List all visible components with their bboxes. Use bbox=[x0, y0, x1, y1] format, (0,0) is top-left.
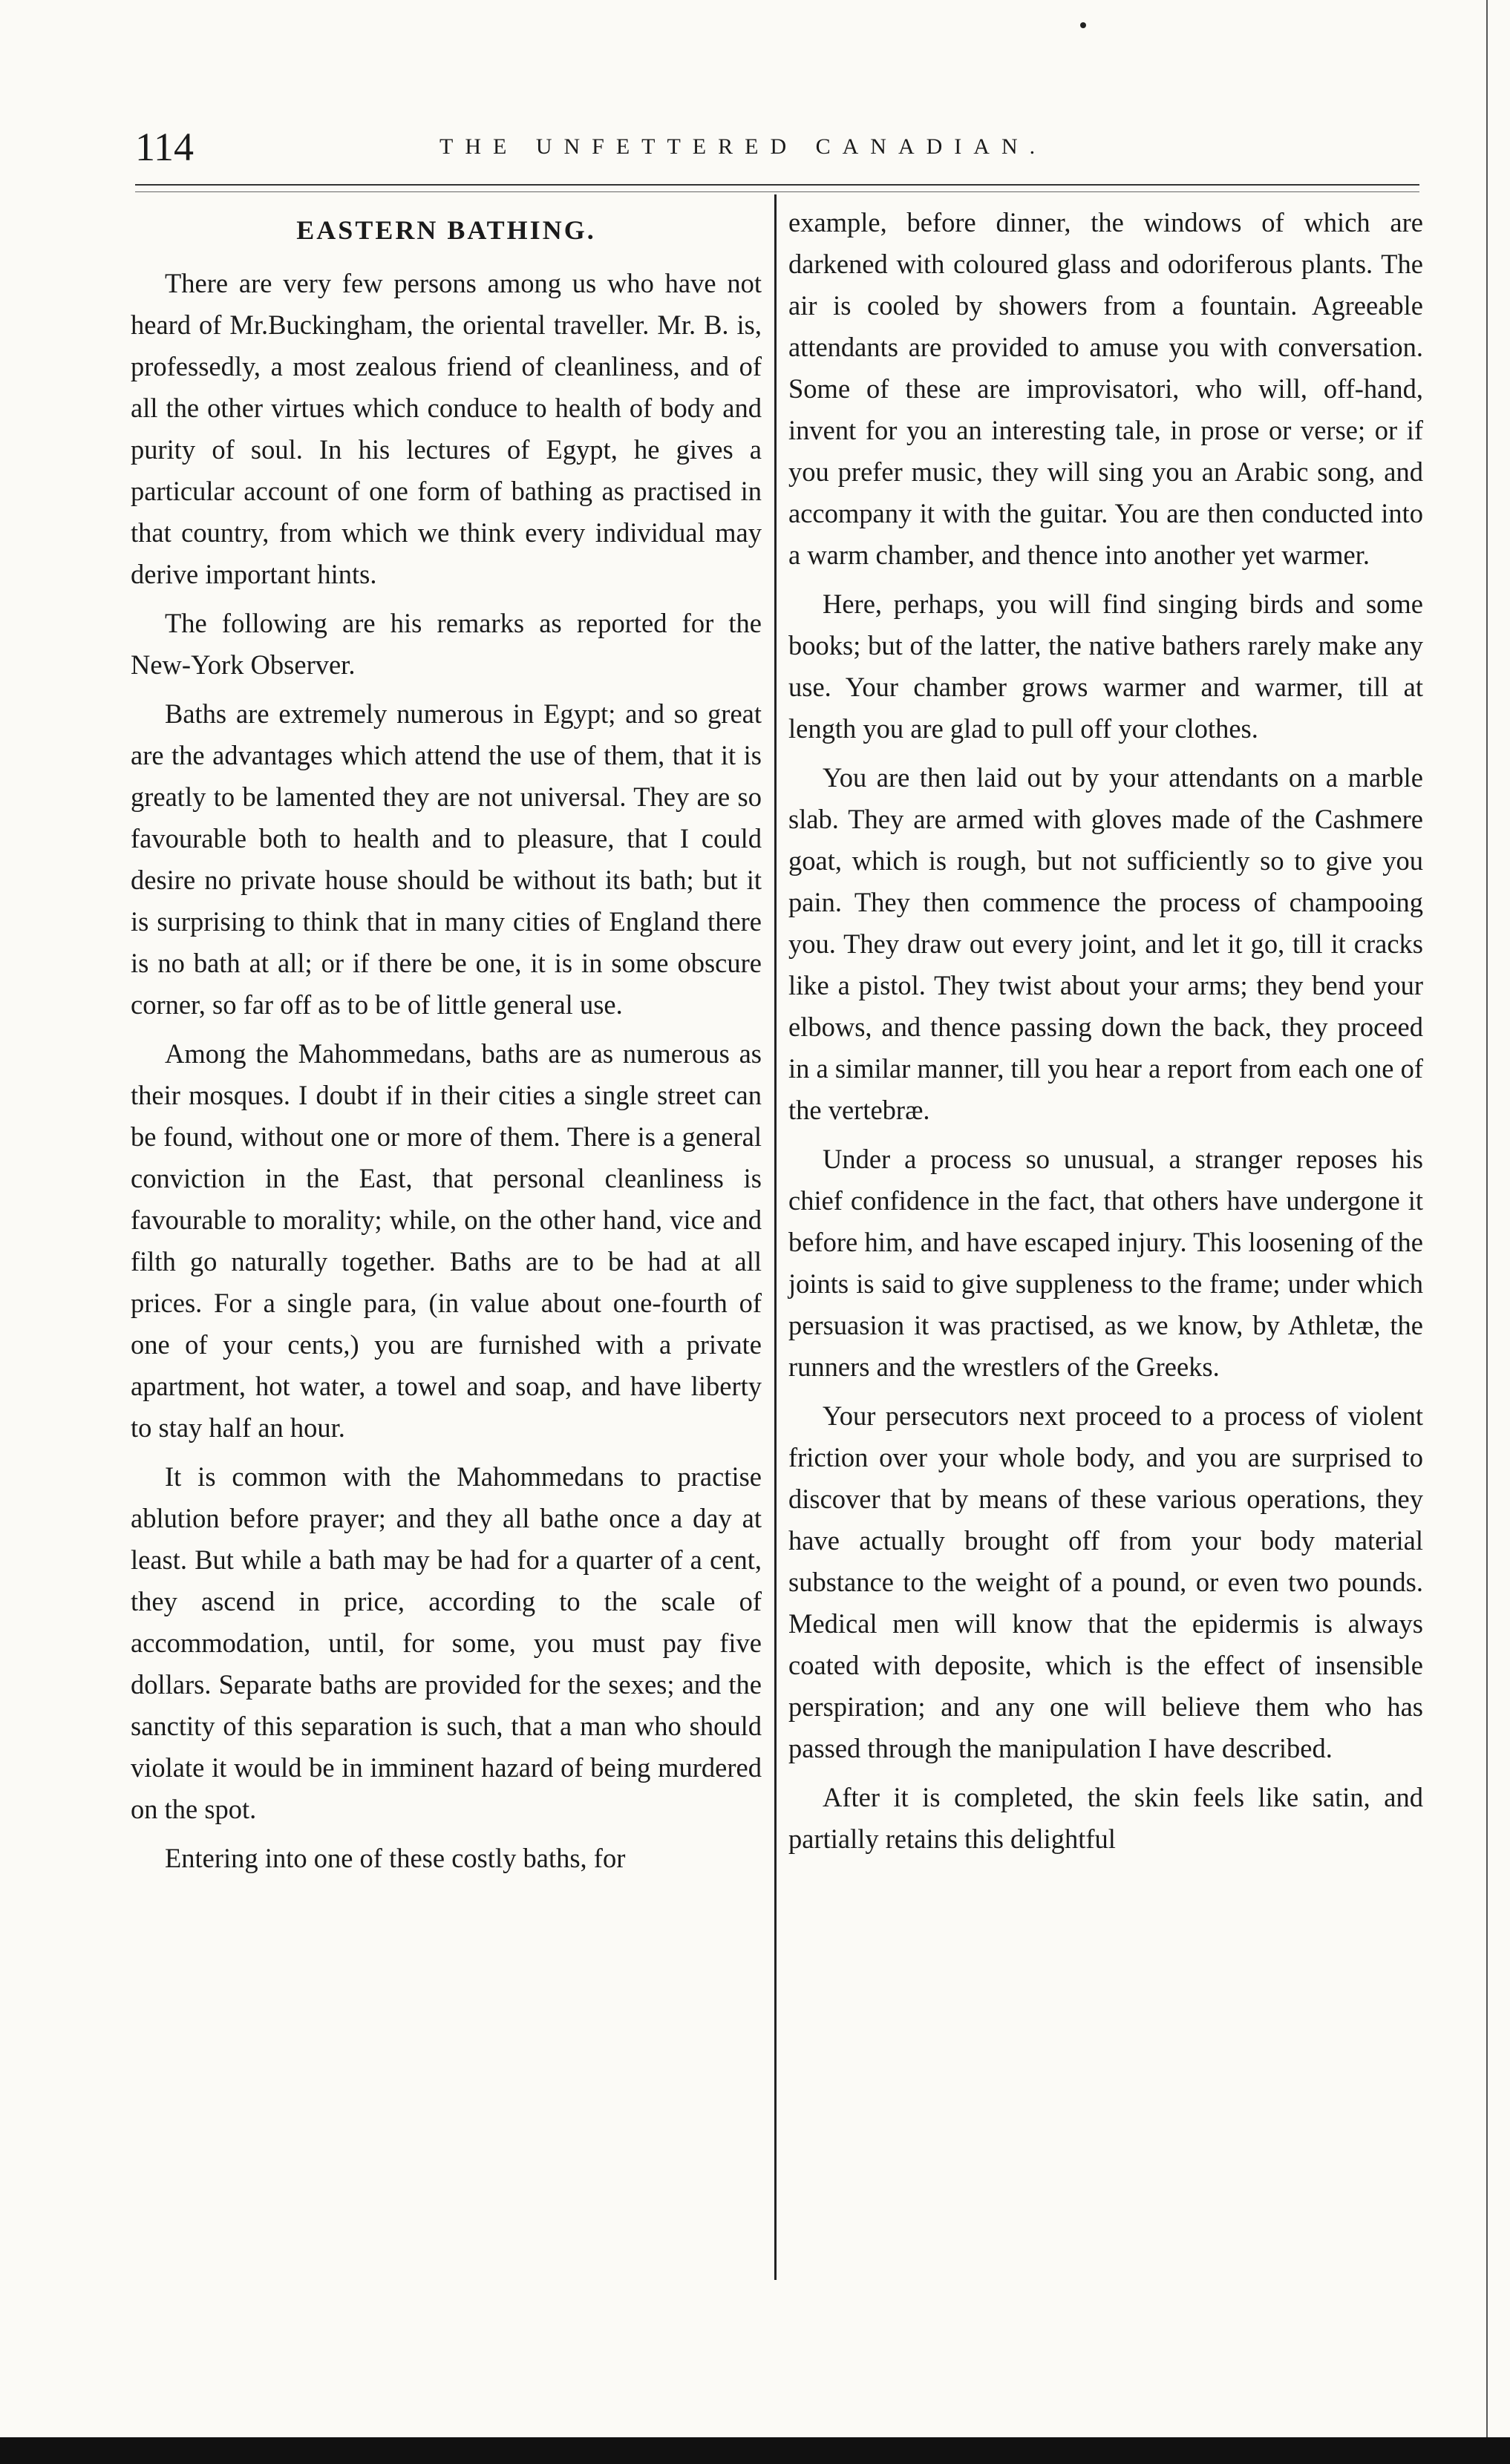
column-divider bbox=[774, 194, 777, 2280]
paragraph: Under a process so unusual, a stranger reposes his chief confidence in the fact, that others have undergone it before him, and have escaped injury. This loosening of the joints is said to give suppleness to the frame; under which persuasion it was practised, as we know, by Athletæ, the runners and the wrestlers of the Greeks. bbox=[788, 1144, 1423, 1382]
paragraph: Baths are extremely numerous in Egypt; and so great are the advantages which attend the use of them, that it is greatly to be lamented they are not universal. They are so favourable both to health and to pleasure, that I could desire no private house should be without its bath; but it is surprising to think that in many cities of England there is no bath at all; or if there be one, it is in some obscure corner, so far off as to be of little general use. bbox=[131, 698, 762, 1020]
page-number: 114 bbox=[135, 125, 194, 169]
paragraph: It is common with the Mahommedans to practise ablution before prayer; and they all bathe once a day at least. But while a bath may be had for a quarter of a cent, they ascend in price, according to the scale of accommodation, until, for some, you must pay five dollars. Separate baths are provided for the sexes; and the sanctity of this separation is such, that a man who should violate it would be in imminent hazard of being murdered on the spot. bbox=[131, 1461, 762, 1824]
paragraph: You are then laid out by your attendants on a marble slab. They are armed with gloves made of the Cashmere goat, which is rough, but not sufficiently so to give you pain. They then commence the process of champooing you. They draw out every joint, and let it go, till it cracks like a pistol. They twist about your arms; they bend your elbows, and thence passing down the back, they proceed in a similar manner, till you hear a report from each one of the vertebræ. bbox=[788, 762, 1423, 1125]
paragraph: example, before dinner, the windows of which are darkened with coloured glass and odoriferous plants. The air is cooled by showers from a fountain. Agreeable attendants are provided to amuse you with conversation. Some of these are improvisatori, who will, off-hand, invent for you an interesting tale, in prose or verse; or if you prefer music, they will sing you an Arabic song, and accompany it with the guitar. You are then conducted into a warm chamber, and thence into another yet warmer. bbox=[788, 207, 1423, 570]
right-column bbox=[788, 202, 1423, 1867]
header-rule bbox=[135, 184, 1419, 186]
paragraph: Here, perhaps, you will find singing birds and some books; but of the latter, the native bathers rarely make any use. Your chamber grows warmer and warmer, till at length you are glad to pull off your clothes. bbox=[788, 589, 1423, 744]
paragraph: Among the Mahommedans, baths are as numerous as their mosques. I doubt if in their cities a single street can be found, without one or more of them. There is a general conviction in the East, that personal cleanliness is favourable to morality; while, on the other hand, vice and filth go naturally together. Baths are to be had at all prices. For a single para, (in value about one-fourth of one of your cents,) you are furnished with a private apartment, hot water, a towel and soap, and have liberty to stay half an hour. bbox=[131, 1038, 762, 1443]
paragraph: Entering into one of these costly baths, for bbox=[165, 1843, 626, 1873]
page-header bbox=[135, 125, 1122, 169]
paragraph: Your persecutors next proceed to a process of violent friction over your whole body, and you are surprised to discover that by means of these various operations, they have actually brought off from your body material substance to the weight of a pound, or even two pounds. Medical men will know that the epidermis is always coated with deposite, which is the effect of insensible perspiration; and any one will believe them who has passed through the manipulation I have described. bbox=[788, 1400, 1423, 1763]
scan-border bbox=[0, 2437, 1510, 2464]
page-edge bbox=[1486, 0, 1510, 2464]
paragraph: There are very few persons among us who have not heard of Mr.Buckingham, the oriental traveller. Mr. B. is, professedly, a most zealous friend of cleanliness, and of all the other virtues which conduce to health of body and purity of soul. In his lectures of Egypt, he gives a particular account of one form of bathing as practised in that country, from which we think every individual may derive important hints. bbox=[131, 268, 762, 589]
paragraph: The following are his remarks as reported for the New-York Observer. bbox=[131, 608, 762, 680]
left-column bbox=[131, 202, 762, 1887]
article-heading: EASTERN BATHING. bbox=[296, 215, 596, 245]
paragraph: After it is completed, the skin feels like satin, and partially retains this delightful bbox=[788, 1782, 1423, 1854]
header-rule-thin bbox=[135, 191, 1419, 192]
running-title: THE UNFETTERED CANADIAN. bbox=[439, 134, 1047, 159]
ink-speck bbox=[1080, 22, 1086, 28]
